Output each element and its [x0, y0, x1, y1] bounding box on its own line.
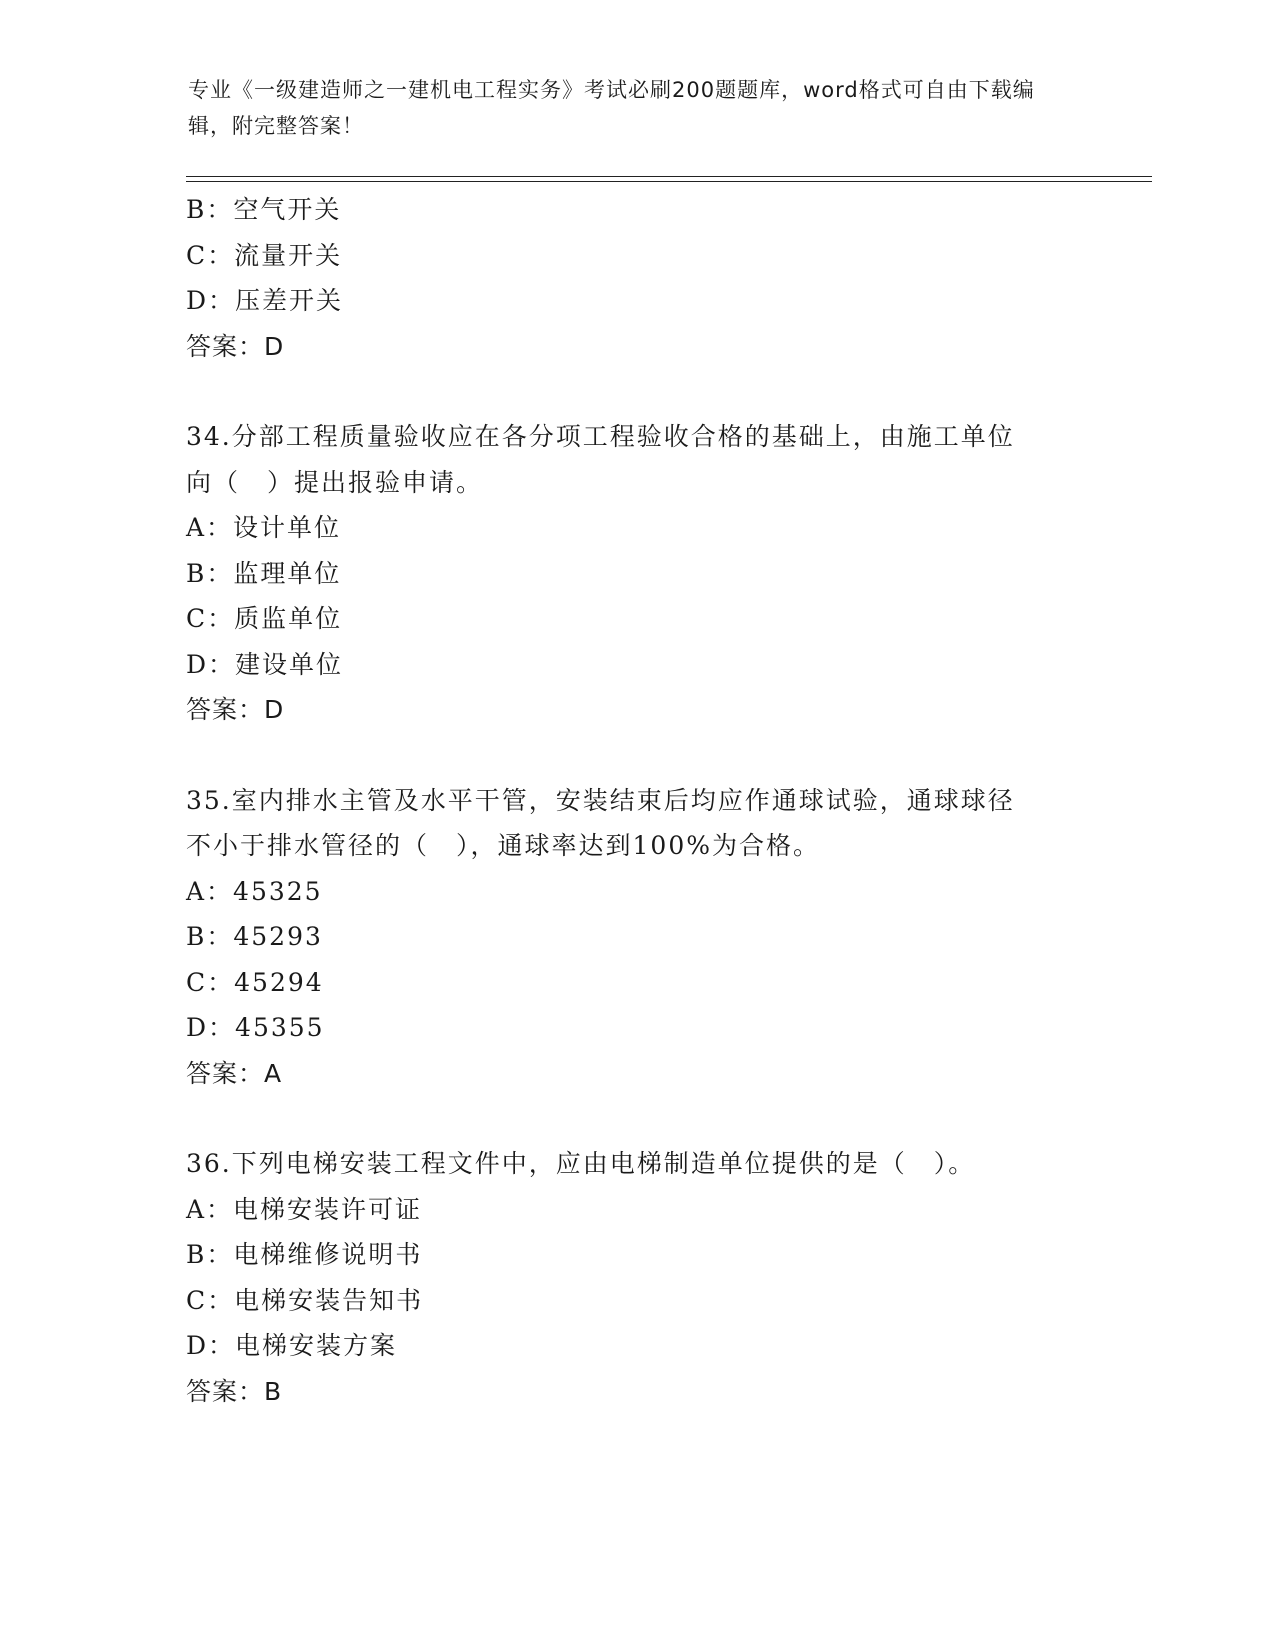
document-header: 专业《一级建造师之一建机电工程实务》考试必刷200题题库，word格式可自由下载编辑，附完整答案！: [188, 78, 1035, 138]
question-36: [186, 1141, 1086, 1414]
answer: 答案：A: [186, 1058, 283, 1088]
option-a: A：电梯安装许可证: [186, 1194, 423, 1224]
option-a: A：45325: [186, 876, 323, 906]
question-34: [186, 414, 1086, 733]
option-d: D：压差开关: [186, 286, 344, 315]
carryover-block: [186, 187, 1086, 369]
answer: 答案：D: [186, 695, 285, 724]
question-text-line: 不小于排水管径的（ ），通球率达到100%为合格。: [186, 831, 820, 860]
option-c: C：电梯安装告知书: [186, 1285, 424, 1315]
header-divider-top: [186, 176, 1152, 177]
option-b: B：空气开关: [186, 195, 342, 224]
option-c: C：45294: [186, 967, 324, 997]
option-d: D：建设单位: [186, 649, 344, 679]
option-c: C：质监单位: [186, 604, 343, 633]
question-35: [186, 778, 1086, 1097]
option-d: D：电梯安装方案: [186, 1331, 398, 1360]
answer: 答案：B: [186, 1376, 283, 1406]
option-a: A：设计单位: [186, 513, 342, 542]
question-text-line: 36.下列电梯安装工程文件中，应由电梯制造单位提供的是（ ）。: [186, 1149, 976, 1178]
question-text-line: 35.室内排水主管及水平干管，安装结束后均应作通球试验，通球球径: [186, 785, 1015, 815]
answer: 答案：D: [186, 331, 285, 361]
question-list: [186, 187, 1086, 1414]
option-b: B：电梯维修说明书: [186, 1240, 423, 1269]
option-b: B：45293: [186, 922, 323, 951]
option-c: C：流量开关: [186, 240, 343, 270]
header-divider-bottom: [186, 181, 1152, 182]
option-d: D：45355: [186, 1013, 325, 1042]
question-text-line: 34.分部工程质量验收应在各分项工程验收合格的基础上，由施工单位: [186, 422, 1015, 451]
option-b: B：监理单位: [186, 558, 342, 588]
question-text-line: 向（ ）提出报验申请。: [186, 467, 484, 497]
